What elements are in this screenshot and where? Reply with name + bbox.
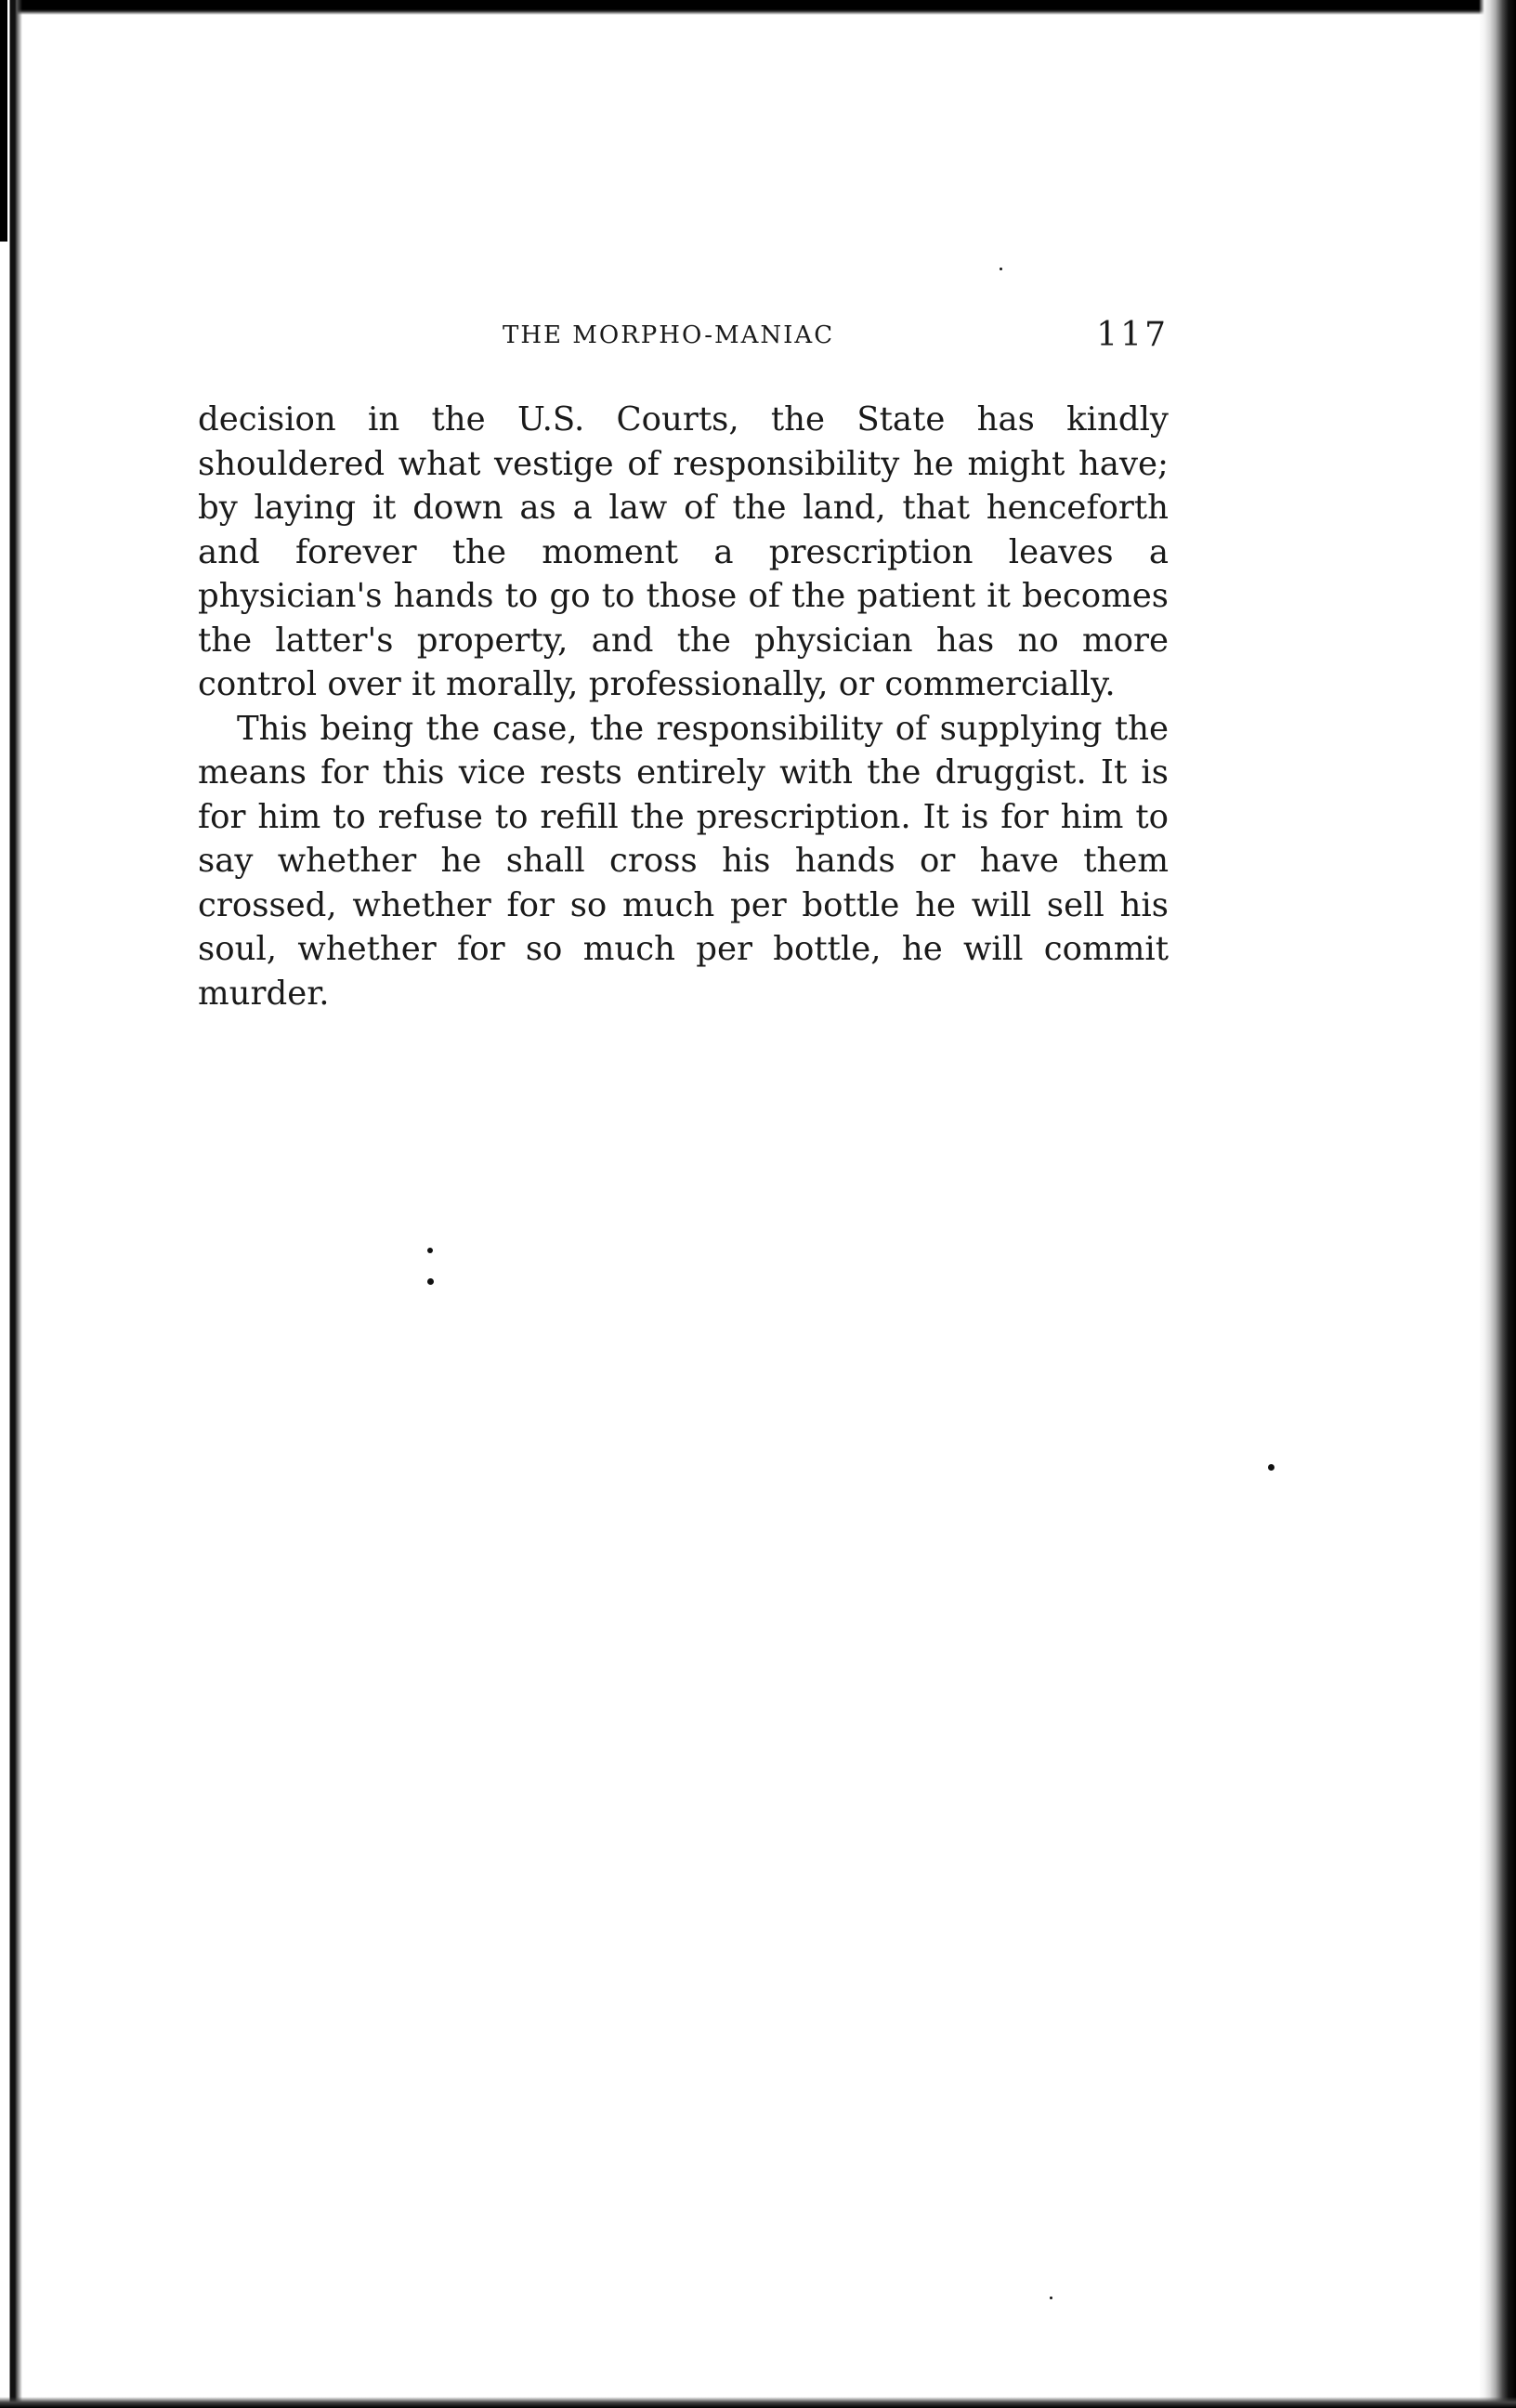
scan-edge-right <box>1479 0 1516 2408</box>
page-number: 117 <box>1096 316 1169 354</box>
ink-speck <box>427 1248 433 1253</box>
paragraph: decision in the U.S. Courts, the State has kindly shouldered what vestige of responsibility he might have; by laying it down as a law of the land, that henceforth and forever the moment a prescription leaves a physician's hands to go to those of the patient it becomes the latter's property, and the physician has no more control over it morally, professionally, or commercially. <box>198 400 1169 703</box>
scan-edge-left <box>0 0 22 2408</box>
body-text <box>198 398 1169 1015</box>
page-header <box>198 316 1169 362</box>
scan-edge-bottom <box>0 2397 1516 2408</box>
scan-edge-left-shadow <box>0 0 7 242</box>
ink-speck <box>1000 268 1002 270</box>
paragraph: This being the case, the responsibility of supplying the means for this vice rests entirely with the druggist. It is for him to refuse to refill the prescription. It is for him to say whether he shall cross his hands or have them crossed, whether for so much per bottle he will sell his soul, whether for so much per bottle, he will commit murder. <box>198 709 1169 1013</box>
ink-speck <box>1050 2297 1052 2299</box>
running-head: THE MORPHO-MANIAC <box>503 321 835 349</box>
scan-edge-top <box>0 0 1516 15</box>
ink-speck <box>427 1278 434 1285</box>
ink-speck <box>1268 1464 1274 1471</box>
